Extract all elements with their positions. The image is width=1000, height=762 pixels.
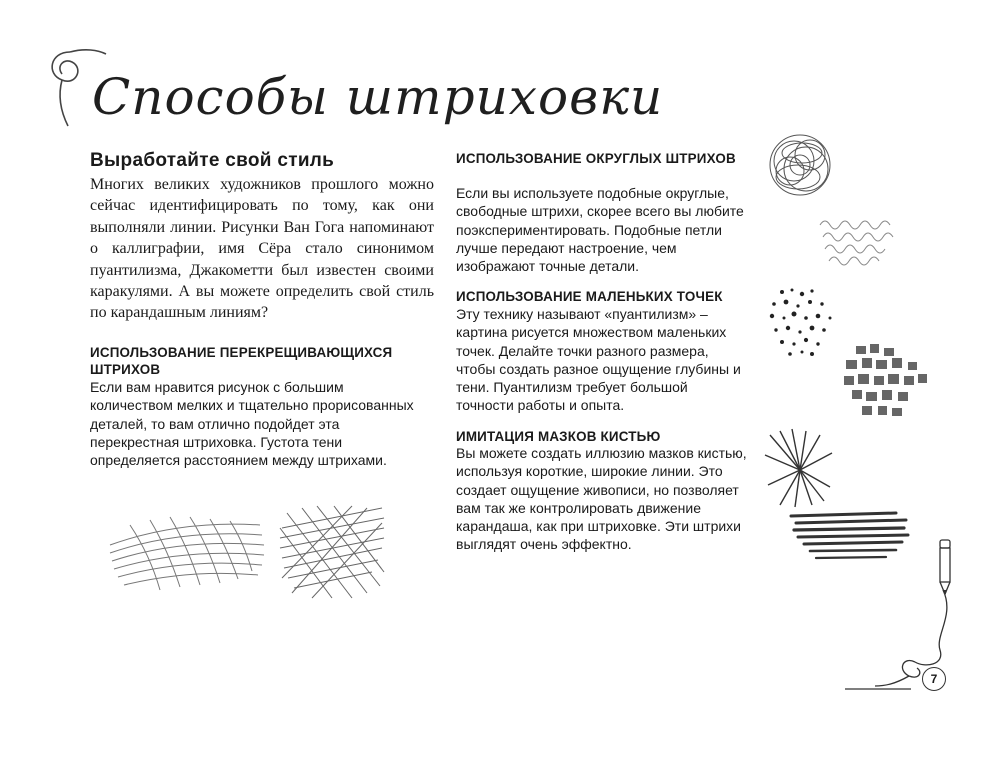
brush-strokes-sample-fan bbox=[760, 425, 840, 510]
loop-strokes-sample bbox=[815, 205, 905, 275]
intro-text: Многих великих художников прошлого можно сейчас идентифицировать по тому, как они выполняли линии. Рисунки Ван Гога напоминают о каллиграфии, имя Сёра стало синонимом пуантилизма, Джакометти был известен своими каракулями. А вы можете определить свой стиль по карандашным линиям? bbox=[90, 176, 434, 322]
section-text-brush: Вы можете создать иллюзию мазков кистью, используя короткие, широкие линии. Это создает ощущение живописи, но позволяет вам так же контролировать движение карандаша, как при штриховке. Эти штрихи выглядят очень эффектно. bbox=[456, 445, 747, 553]
section-text-round: Если вы используете подобные округлые, свободные штрихи, скорее всего вы любите поэкспериментировать. Подобные петли лучше передают настроение, чем изображают точные детали. bbox=[456, 185, 744, 275]
dots-sample-dark bbox=[762, 282, 842, 362]
page-title: Способы штриховки bbox=[92, 68, 664, 126]
intro-heading: Выработайте свой стиль bbox=[90, 150, 335, 171]
dots-sample-shaded bbox=[836, 340, 931, 425]
section-heading-round: ИСПОЛЬЗОВАНИЕ ОКРУГЛЫХ ШТРИХОВ bbox=[456, 151, 736, 166]
crosshatch-sample-light bbox=[100, 505, 270, 595]
section-text-crosshatch: Если вам нравится рисунок с большим количеством мелких и тщательно прорисованных деталей, то вам отлично подойдет эта перекрестная штриховка. Густота тени определяется расстоянием между штрихами. bbox=[90, 379, 414, 469]
crosshatch-sample-dense bbox=[272, 498, 392, 603]
section-text-dots: Эту технику называют «пуантилизм» – картина рисуется множеством маленьких точек. Делайте точки разного размера, чтобы создать разное ощущение глубины и тени. Пуантилизм требует большой точности работы и опыта. bbox=[456, 306, 741, 414]
page-number: 7 bbox=[922, 667, 946, 691]
brush-strokes-sample-horizontal bbox=[786, 508, 911, 568]
round-strokes-sample bbox=[760, 125, 840, 205]
section-heading-dots: ИСПОЛЬЗОВАНИЕ МАЛЕНЬКИХ ТОЧЕК bbox=[456, 289, 723, 304]
section-heading-brush: ИМИТАЦИЯ МАЗКОВ КИСТЬЮ bbox=[456, 429, 661, 444]
section-heading-crosshatch: ИСПОЛЬЗОВАНИЕ ПЕРЕКРЕЩИВАЮЩИХСЯ ШТРИХОВ bbox=[90, 345, 393, 377]
pencil-icon bbox=[936, 538, 954, 596]
